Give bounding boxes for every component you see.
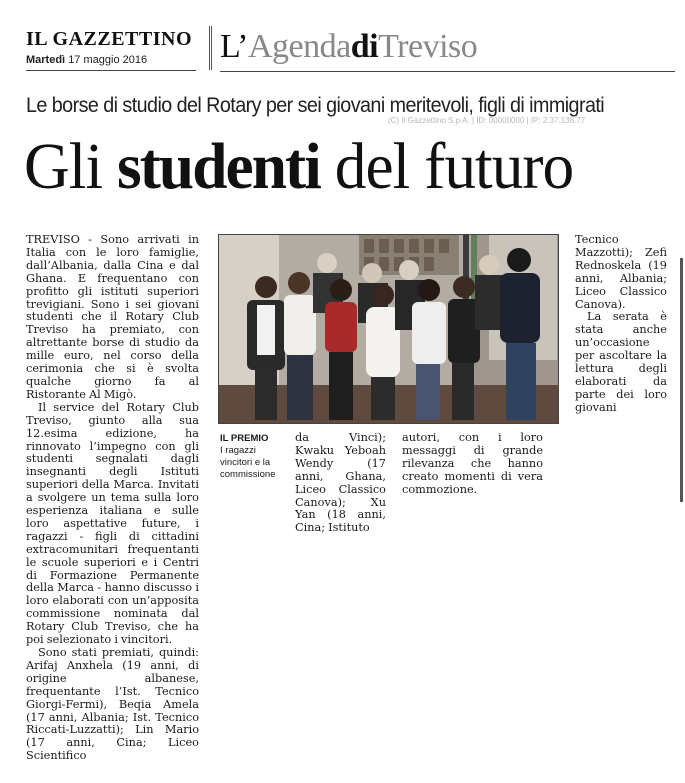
newspaper-name: IL GAZZETTINO [26, 28, 193, 50]
article-paragraph: autori, con i loro messaggi di grande rilevanza che hanno creato momenti di vera commozione. [402, 431, 543, 496]
group-photo-illustration [219, 235, 559, 424]
masthead-divider [209, 26, 212, 70]
headline-part: del futuro [319, 130, 574, 203]
article-paragraph: Tecnico Mazzotti); Zefi Rednoskela (19 anni, Albania; Liceo Classico Canova). [575, 233, 667, 311]
publication-date [26, 54, 147, 66]
publication-weekday: Martedì [26, 54, 66, 66]
article-paragraph: TREVISO - Sono arrivati in Italia con le loro famiglie, dall’Albania, dalla Cina e dal Ghana. E frequentano con profitto gli istituti superiori trevigiani. Sono i sei giovani studenti che il Rotary Club Treviso ha premiato, con altrettante borse di studio da mille euro, nel corso della cerimonia che si è svolta qualche giorno fa al Ristorante Al Migò. [26, 233, 199, 401]
masthead-rule-left [26, 70, 196, 71]
section-title-article: L’ [220, 28, 248, 65]
article-headline [24, 128, 573, 206]
article-column-4 [575, 234, 667, 415]
copyright-watermark: (C) Il Gazzettino S.p.A. | ID: 00000000 | IP: 2.37.138.77 [388, 116, 586, 125]
section-title-city: Treviso [378, 28, 478, 65]
article-column-2 [295, 432, 386, 535]
group-photo [218, 234, 559, 424]
article-paragraph: da Vinci); Kwaku Yeboah Wendy (17 anni, Ghana, Liceo Classico Canova); Xu Yan (18 anni, Cina; Istituto [295, 431, 386, 535]
section-title [220, 27, 477, 67]
page-edge-bar [680, 258, 683, 502]
masthead-rule [220, 71, 675, 72]
photo-caption-title: IL PREMIO [220, 433, 269, 444]
article-paragraph: Il service del Rotary Club Treviso, giunto alla sua 12.esima edizione, ha rinnovato l’impegno con gli studenti segnalati dagli insegnanti degli Istituti superiori della Marca. Invitati a svolgere un tema sulla loro esperienza italiana e sulle loro aspettative future, i ragazzi - figli di cittadini extracomunitari frequentanti le scuole superiori e i Centri di Formazione Permanente della Marca - hanno discusso i loro elaborati con un’apposita commissione nominata dal Rotary Club Treviso, che ha poi selezionato i vincitori. [26, 400, 199, 647]
section-title-agenda: Agenda [247, 28, 351, 65]
article-column-1 [26, 234, 199, 763]
publication-day: 17 maggio 2016 [68, 54, 148, 66]
headline-bold-part: studenti [116, 130, 320, 203]
article-paragraph: La serata è stata anche un’occasione per ascoltare la lettura degli elaborati da parte dei loro giovani [575, 310, 667, 414]
photo-caption: I ragazzi vincitori e la commissione [220, 445, 276, 480]
article-paragraph: Sono stati premiati, quindi: Arifaj Anxhela (19 anni, di origine albanese, frequentante l’Ist. Tecnico Giorgi-Fermi), Beqia Amela (17 anni, Albania; Ist. Tecnico Riccati-Luzzatti); Lin Mario (17 anni, Cina; Liceo Scientifico [26, 646, 199, 763]
section-title-di: di [350, 28, 379, 65]
article-kicker: Le borse di studio del Rotary per sei giovani meritevoli, figli di immigrati [26, 94, 605, 117]
article-column-3 [402, 432, 543, 497]
headline-part: Gli [24, 130, 117, 203]
